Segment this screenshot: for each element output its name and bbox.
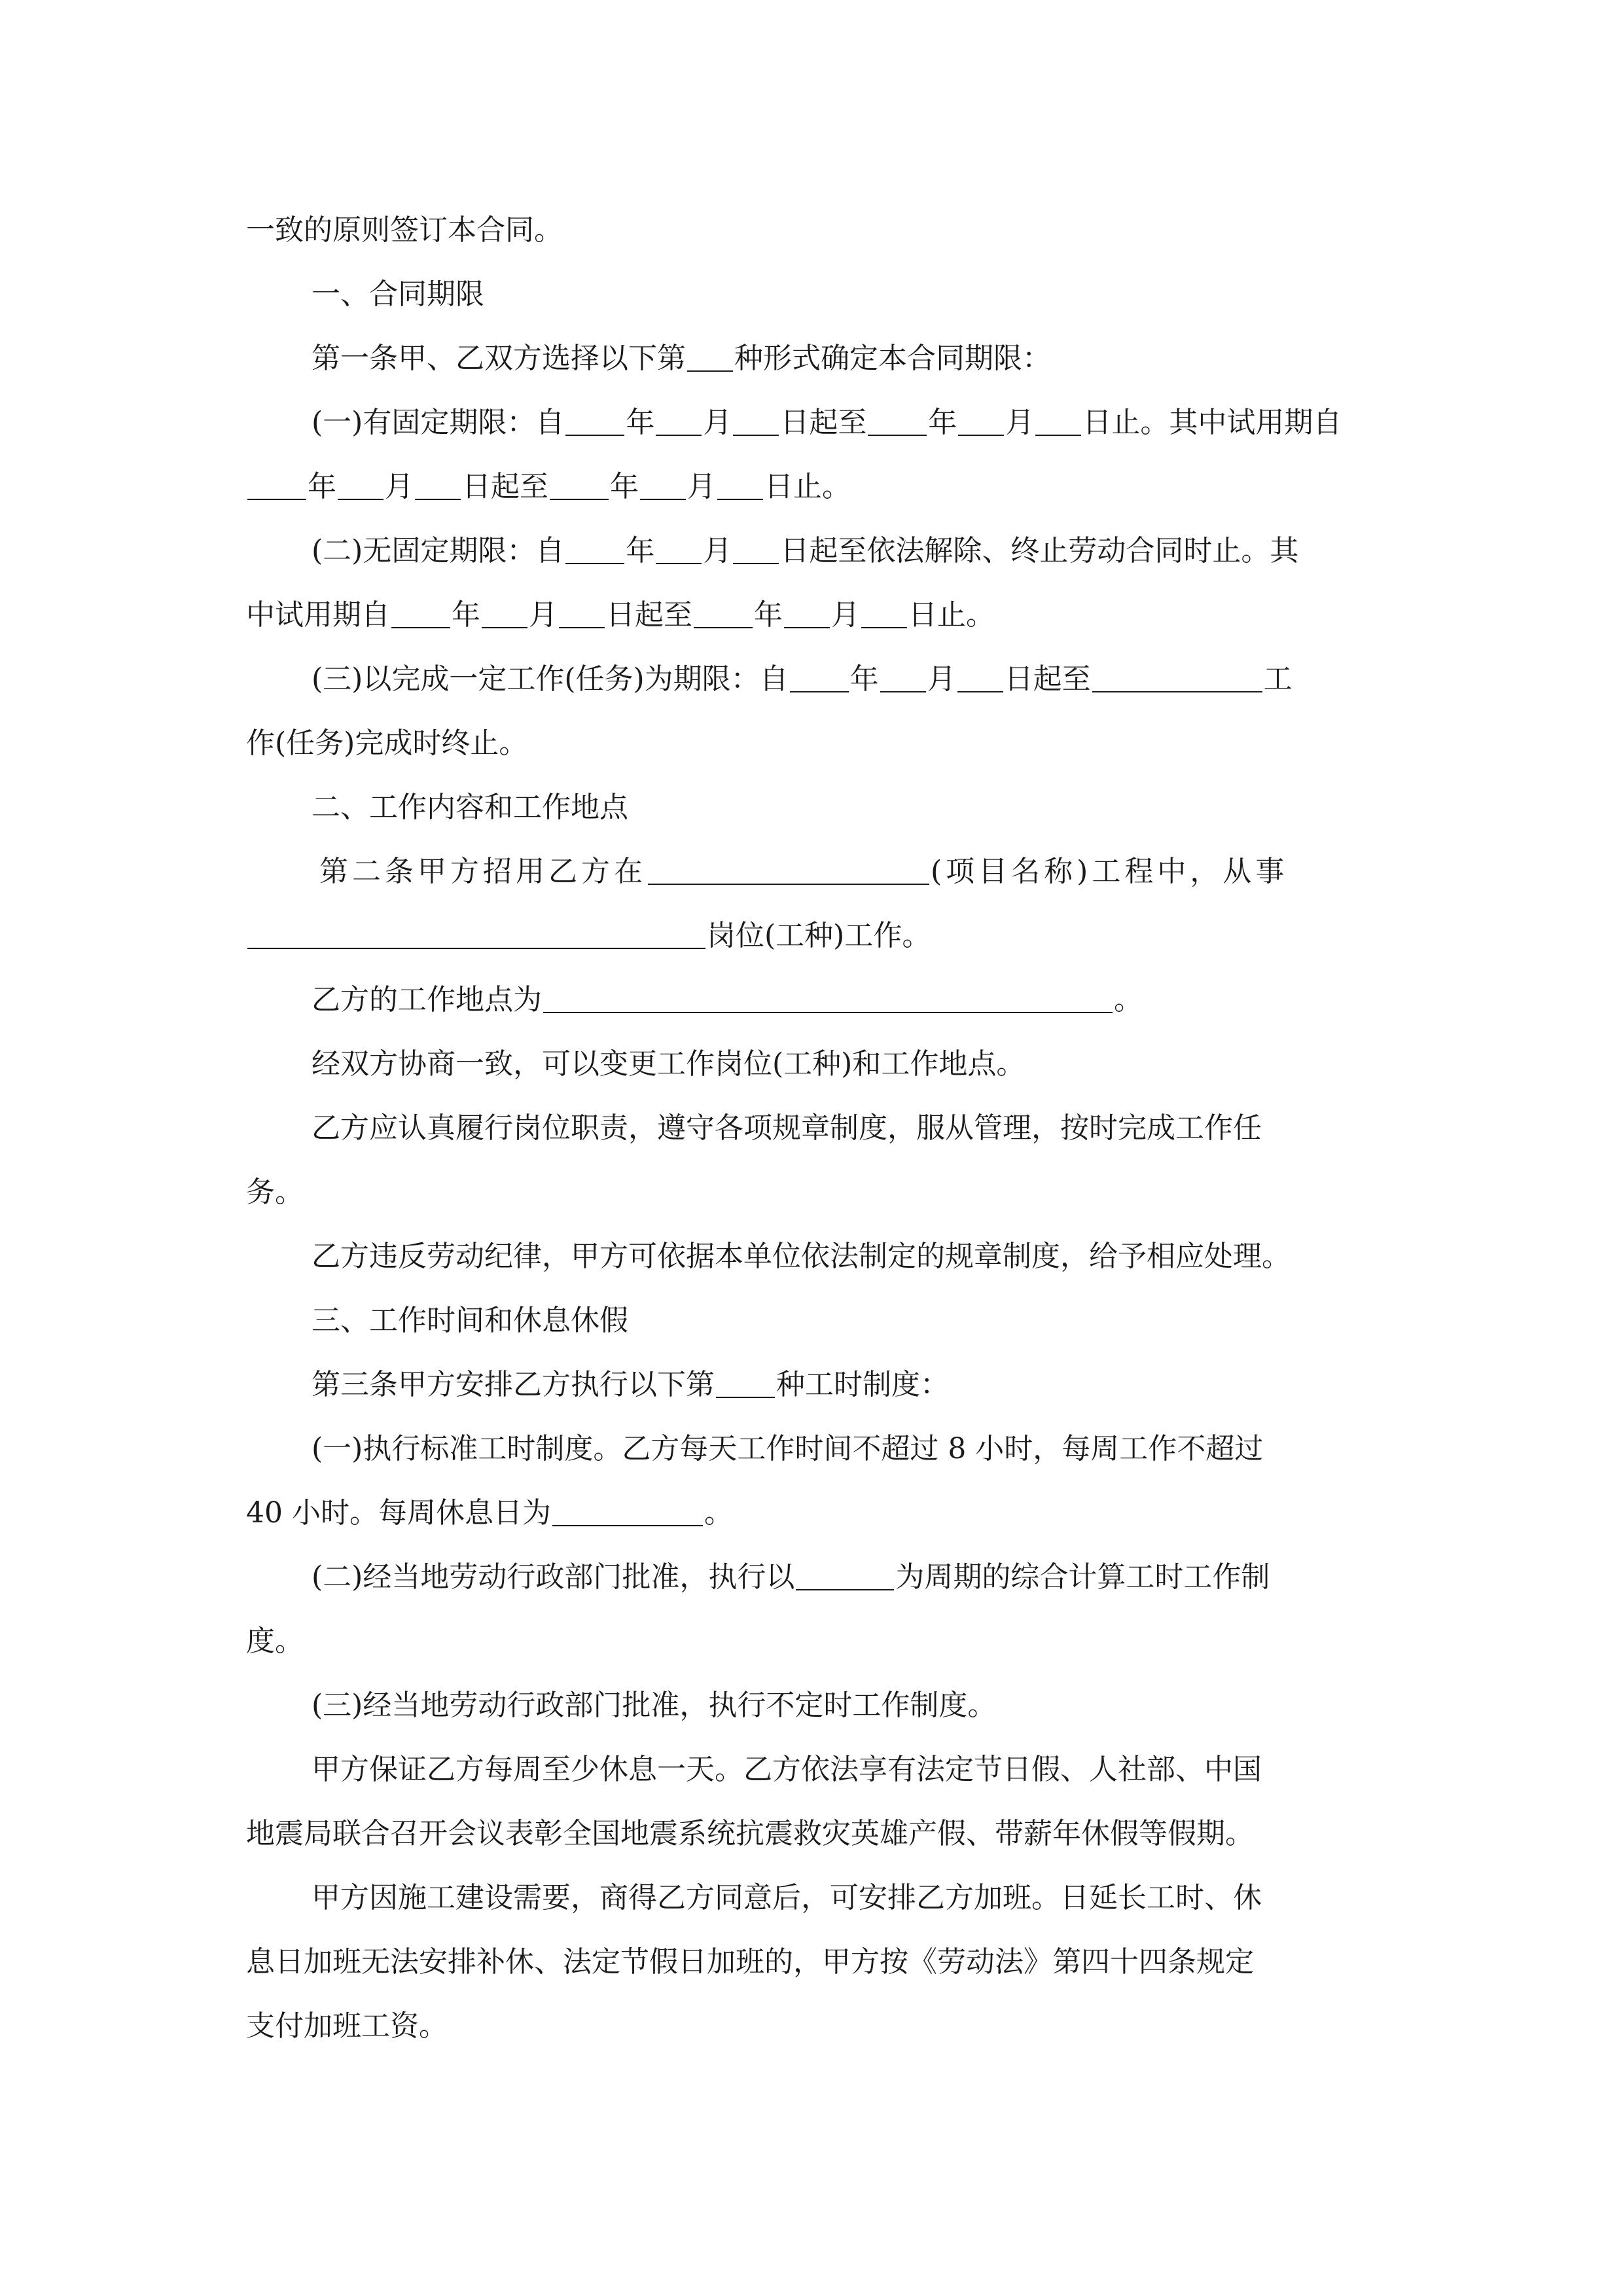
hours-combined-line1: (二)经当地劳动行政部门批准，执行以 为周期的综合计算工时工作制 [312,1560,1270,1594]
open-trial-start-year-blank[interactable] [391,598,450,628]
project-name-blank[interactable] [648,855,929,885]
paragraph-overtime-line3: 支付加班工资。 [246,2009,448,2043]
start-year-blank[interactable] [565,406,624,436]
paragraph-overtime-line2: 息日加班无法安排补休、法定节假日加班的，甲方按《劳动法》第四十四条规定 [246,1945,1254,1979]
open-trial-end-day-blank[interactable] [861,598,907,628]
contract-page [246,198,1385,2058]
section-heading-term: 一、合同期限 [312,278,484,311]
open-start-month-blank[interactable] [656,534,702,564]
hours-flexible: (三)经当地劳动行政部门批准，执行不定时工作制度。 [312,1689,997,1722]
work-place-line: 乙方的工作地点为 。 [312,983,1143,1016]
option-fixed-term-line2: 年 月 日起至 年 月 日止。 [246,455,1385,519]
trial-start-month-blank[interactable] [338,470,383,500]
trial-end-year-blank[interactable] [550,470,609,500]
article-1: 第一条甲、乙双方选择以下第 种形式确定本合同期限： [312,342,1051,375]
form-type-blank[interactable] [687,342,733,372]
article-2-line1: 第二条甲方招用乙方在 (项目名称)工程中，从事 [319,855,1289,888]
task-start-month-blank[interactable] [880,662,926,692]
section-heading-hours: 三、工作时间和休息休假 [312,1304,628,1337]
paragraph-continuation: 一致的原则签订本合同。 [246,213,563,247]
hours-standard-line2: 40 小时。每周休息日为 。 [246,1496,733,1530]
task-start-year-blank[interactable] [790,662,849,692]
trial-end-day-blank[interactable] [717,470,763,500]
end-day-blank[interactable] [1035,406,1081,436]
paragraph-overtime-line1: 甲方因施工建设需要，商得乙方同意后，可安排乙方加班。日延长工时、休 [312,1881,1262,1914]
option-open-term-line2: 中试用期自 年 月 日起至 年 月 日止。 [246,598,995,632]
open-trial-start-day-blank[interactable] [559,598,605,628]
cycle-period-blank[interactable] [796,1560,894,1590]
trial-end-month-blank[interactable] [640,470,686,500]
option-task-term-line2: 作(任务)完成时终止。 [246,726,528,760]
open-start-year-blank[interactable] [565,534,624,564]
paragraph-change: 经双方协商一致，可以变更工作岗位(工种)和工作地点。 [312,1047,1026,1081]
article-3: 第三条甲方安排乙方执行以下第 种工时制度： [312,1368,949,1401]
open-trial-end-month-blank[interactable] [784,598,830,628]
section-heading-work: 二、工作内容和工作地点 [312,791,628,824]
option-fixed-term-line1: (一)有固定期限：自 年 月 日起至 年 月 日止。其中试用期自 [312,406,1342,439]
task-description-blank[interactable] [1092,662,1262,692]
paragraph-rest-line1: 甲方保证乙方每周至少休息一天。乙方依法享有法定节日假、人社部、中国 [312,1753,1262,1786]
article-2-line2: 岗位(工种)工作。 [246,904,1385,968]
end-year-blank[interactable] [868,406,927,436]
paragraph-discipline: 乙方违反劳动纪律，甲方可依据本单位依法制定的规章制度，给予相应处理。 [312,1240,1291,1273]
open-trial-end-year-blank[interactable] [694,598,753,628]
paragraph-duty-line1: 乙方应认真履行岗位职责，遵守各项规章制度，服从管理，按时完成工作任 [312,1111,1262,1145]
option-open-term-line1: (二)无固定期限：自 年 月 日起至依法解除、终止劳动合同时止。其 [312,534,1299,567]
rest-day-blank[interactable] [552,1496,703,1526]
start-day-blank[interactable] [733,406,779,436]
task-start-day-blank[interactable] [957,662,1003,692]
open-trial-start-month-blank[interactable] [482,598,527,628]
trial-start-year-blank[interactable] [247,470,306,500]
work-place-blank[interactable] [543,983,1113,1013]
option-task-term-line1: (三)以完成一定工作(任务)为期限：自 年 月 日起至 工 [312,662,1293,696]
open-start-day-blank[interactable] [733,534,779,564]
end-month-blank[interactable] [958,406,1004,436]
hours-combined-line2: 度。 [246,1624,304,1658]
hours-standard-line1: (一)执行标准工时制度。乙方每天工作时间不超过 8 小时，每周工作不超过 [312,1432,1264,1465]
position-blank[interactable] [247,919,705,949]
start-month-blank[interactable] [656,406,702,436]
trial-start-day-blank[interactable] [415,470,461,500]
paragraph-rest-line2: 地震局联合召开会议表彰全国地震系统抗震救灾英雄产假、带薪年休假等假期。 [246,1817,1254,1850]
hours-system-blank[interactable] [716,1368,775,1398]
paragraph-duty-line2: 务。 [246,1175,304,1209]
